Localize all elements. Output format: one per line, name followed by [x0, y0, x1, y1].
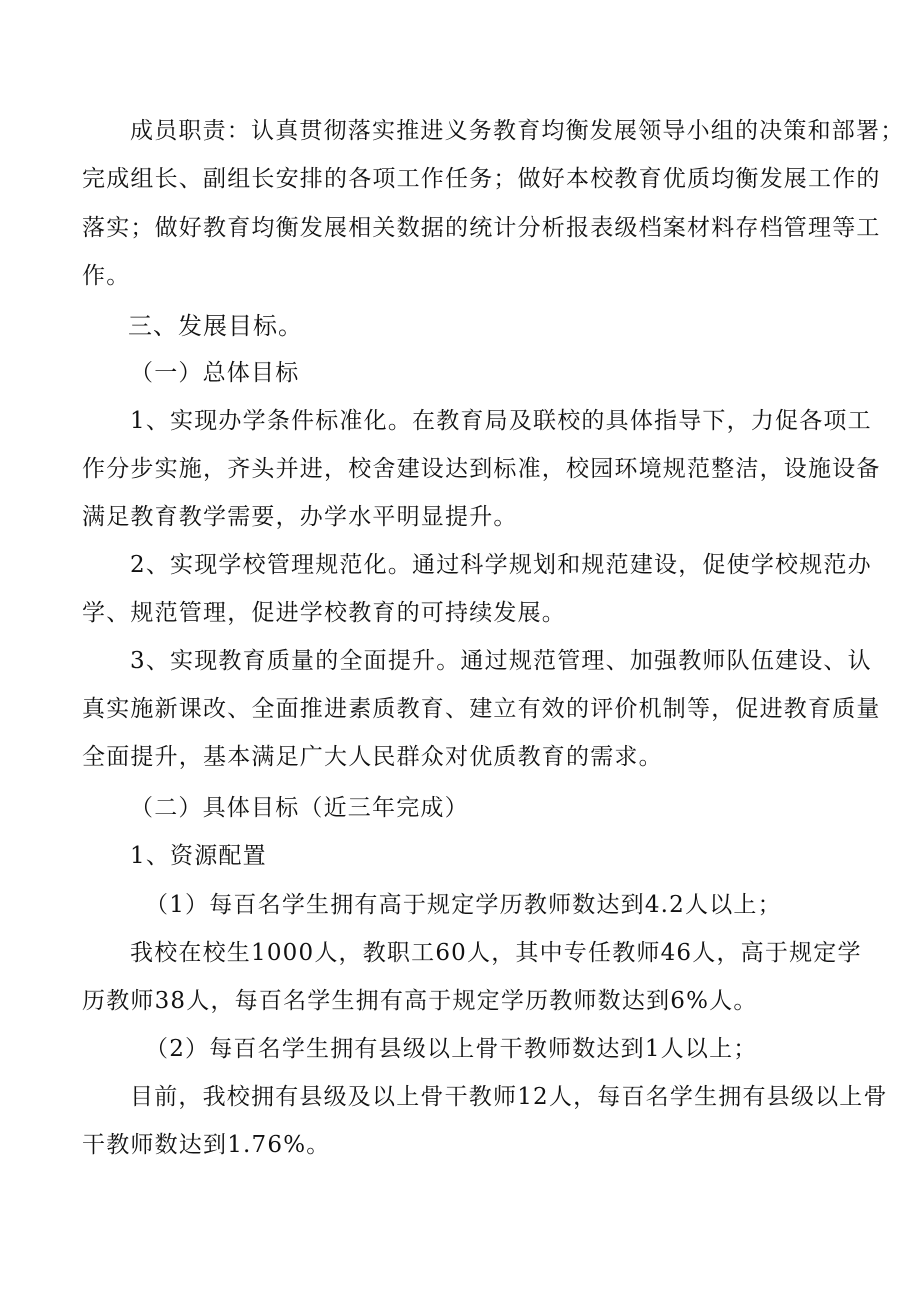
overall-goal-item1-line-1: 1、实现办学条件标准化。在教育局及联校的具体指导下，力促各项工: [130, 408, 872, 434]
overall-goal-item1-line-3: 满足教育教学需要，办学水平明显提升。: [82, 504, 518, 530]
overall-goal-item2-line-2: 学、规范管理，促进学校教育的可持续发展。: [82, 600, 566, 626]
overall-goal-item3-line-1: 3、实现教育质量的全面提升。通过规范管理、加强教师队伍建设、认: [130, 648, 872, 674]
overall-goal-item1-line-2: 作分步实施，齐头并进，校舍建设达到标准，校园环境规范整洁，设施设备: [82, 456, 881, 482]
section-three-title: 三、发展目标。: [128, 312, 303, 340]
specific-goal-point-2: （2）每百名学生拥有县级以上骨干教师数达到1人以上；: [145, 1036, 758, 1062]
specific-goal-point-1: （1）每百名学生拥有高于规定学历教师数达到4.2人以上；: [145, 892, 782, 918]
member-duties-line-1: 成员职责：认真贯彻落实推进义务教育均衡发展领导小组的决策和部署；: [130, 118, 905, 144]
overall-goal-item3-line-2: 真实施新课改、全面推进素质教育、建立有效的评价机制等，促进教育质量: [82, 696, 881, 722]
member-duties-line-3: 落实；做好教育均衡发展相关数据的统计分析报表级档案材料存档管理等工: [82, 215, 881, 241]
member-duties-line-4: 作。: [82, 263, 131, 289]
specific-goal-point-2-detail-line-2: 干教师数达到1.76%。: [82, 1132, 331, 1158]
overall-goal-title: （一）总体目标: [130, 360, 300, 386]
specific-goal-point-1-detail-line-1: 我校在校生1000人，教职工60人，其中专任教师46人，高于规定学: [130, 940, 862, 966]
specific-goal-point-1-detail-line-2: 历教师38人，每百名学生拥有高于规定学历教师数达到6%人。: [82, 988, 758, 1014]
member-duties-line-2: 完成组长、副组长安排的各项工作任务；做好本校教育优质均衡发展工作的: [82, 166, 881, 192]
overall-goal-item2-line-1: 2、实现学校管理规范化。通过科学规划和规范建设，促使学校规范办: [130, 552, 872, 578]
specific-goal-point-2-detail-line-1: 目前，我校拥有县级及以上骨干教师12人，每百名学生拥有县级以上骨: [130, 1084, 888, 1110]
resource-allocation-title: 1、资源配置: [130, 843, 267, 869]
specific-goal-title: （二）具体目标（近三年完成）: [130, 795, 469, 821]
overall-goal-item3-line-3: 全面提升，基本满足广大人民群众对优质教育的需求。: [82, 744, 663, 770]
